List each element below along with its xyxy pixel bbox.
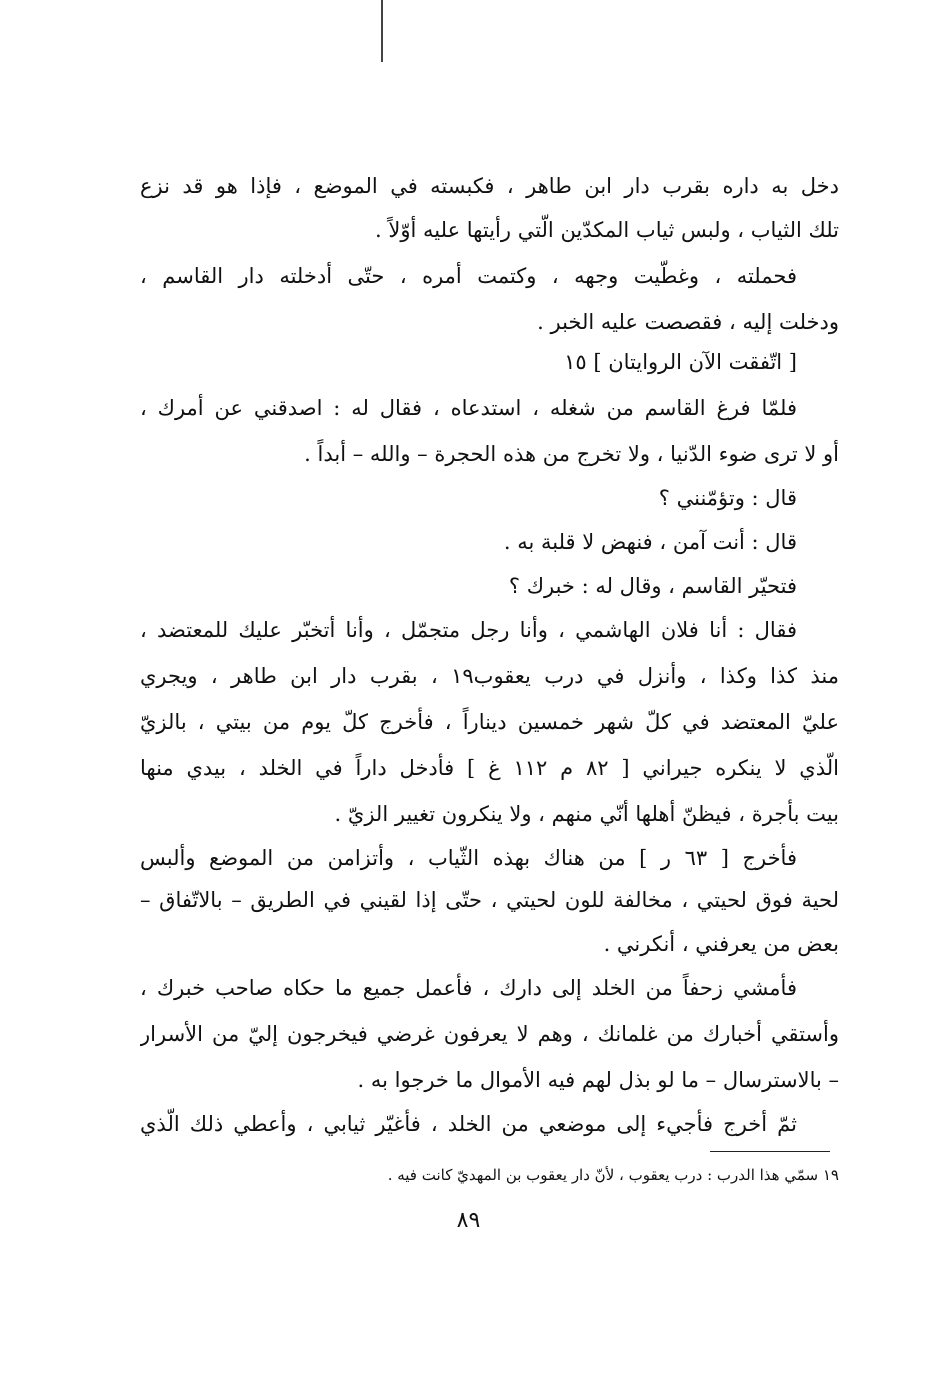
text-line: قال : وتؤمّنني ؟ <box>658 486 797 510</box>
text-line: عليّ المعتضد في كلّ شهر خمسين ديناراً ، فأخرج كلّ يوم من بيتي ، بالزيّ <box>140 710 839 734</box>
text-line: بيت بأجرة ، فيظنّ أهلها أنّي منهم ، ولا ينكرون تغيير الزيّ . <box>334 802 839 826</box>
text-line: تلك الثياب ، ولبس ثياب المكدّين الّتي رأيتها عليه أوّلاً . <box>375 218 839 242</box>
text-line: أو لا ترى ضوء الدّنيا ، ولا تخرج من هذه الحجرة – والله – أبداً . <box>304 442 839 466</box>
text-line: قال : أنت آمن ، فنهض لا قلبة به . <box>503 530 797 554</box>
gutter-line <box>381 0 383 62</box>
text-line: [ اتّفقت الآن الروايتان ] ١٥ <box>564 350 797 374</box>
footnote: ١٩ سمّي هذا الدرب : درب يعقوب ، لأنّ دار يعقوب بن المهديّ كانت فيه . <box>387 1166 839 1184</box>
text-line: بعض من يعرفني ، أنكرني . <box>603 932 839 956</box>
text-line: دخل به داره بقرب دار ابن طاهر ، فكبسته في الموضع ، فإذا هو قد نزع <box>140 174 839 198</box>
text-line: فحملته ، وغطّيت وجهه ، وكتمت أمره ، حتّى أدخلته دار القاسم ، <box>140 264 797 288</box>
page-number: ٨٩ <box>456 1208 481 1233</box>
footnote-rule <box>710 1151 830 1152</box>
text-line: الّذي لا ينكره جيراني [ ٨٢ م ١١٢ غ ] فأدخل داراً في الخلد ، بيدي منها <box>140 756 839 780</box>
text-line: فقال : أنا فلان الهاشمي ، وأنا رجل متجمّل ، وأنا أتخبّر عليك للمعتضد ، <box>140 618 797 642</box>
text-line: فتحيّر القاسم ، وقال له : خبرك ؟ <box>508 574 797 598</box>
text-line: – بالاسترسال – ما لو بذل لهم فيه الأموال ما خرجوا به . <box>357 1068 839 1092</box>
text-line: فأمشي زحفاً من الخلد إلى دارك ، فأعمل جميع ما حكاه صاحب خبرك ، <box>140 976 797 1000</box>
text-line: ودخلت إليه ، فقصصت عليه الخبر . <box>537 310 839 334</box>
text-line: فأخرج [ ٦٣ ر ] من هناك بهذه الثّياب ، وأتزامن من الموضع وألبس <box>140 846 797 870</box>
text-line: منذ كذا وكذا ، وأنزل في درب يعقوب١٩ ، بقرب دار ابن طاهر ، ويجري <box>140 664 839 688</box>
text-line: ثمّ أخرج فأجيء إلى موضعي من الخلد ، فأغيّر ثيابي ، وأعطي ذلك الّذي <box>140 1112 797 1136</box>
text-line: لحية فوق لحيتي ، مخالفة للون لحيتي ، حتّى إذا لقيني في الطريق – بالاتّفاق – <box>140 888 839 912</box>
text-line: فلمّا فرغ القاسم من شغله ، استدعاه ، فقال له : اصدقني عن أمرك ، <box>140 396 797 420</box>
text-line: وأستقي أخبارك من غلمانك ، وهم لا يعرفون غرضي فيخرجون إليّ من الأسرار <box>140 1022 839 1046</box>
